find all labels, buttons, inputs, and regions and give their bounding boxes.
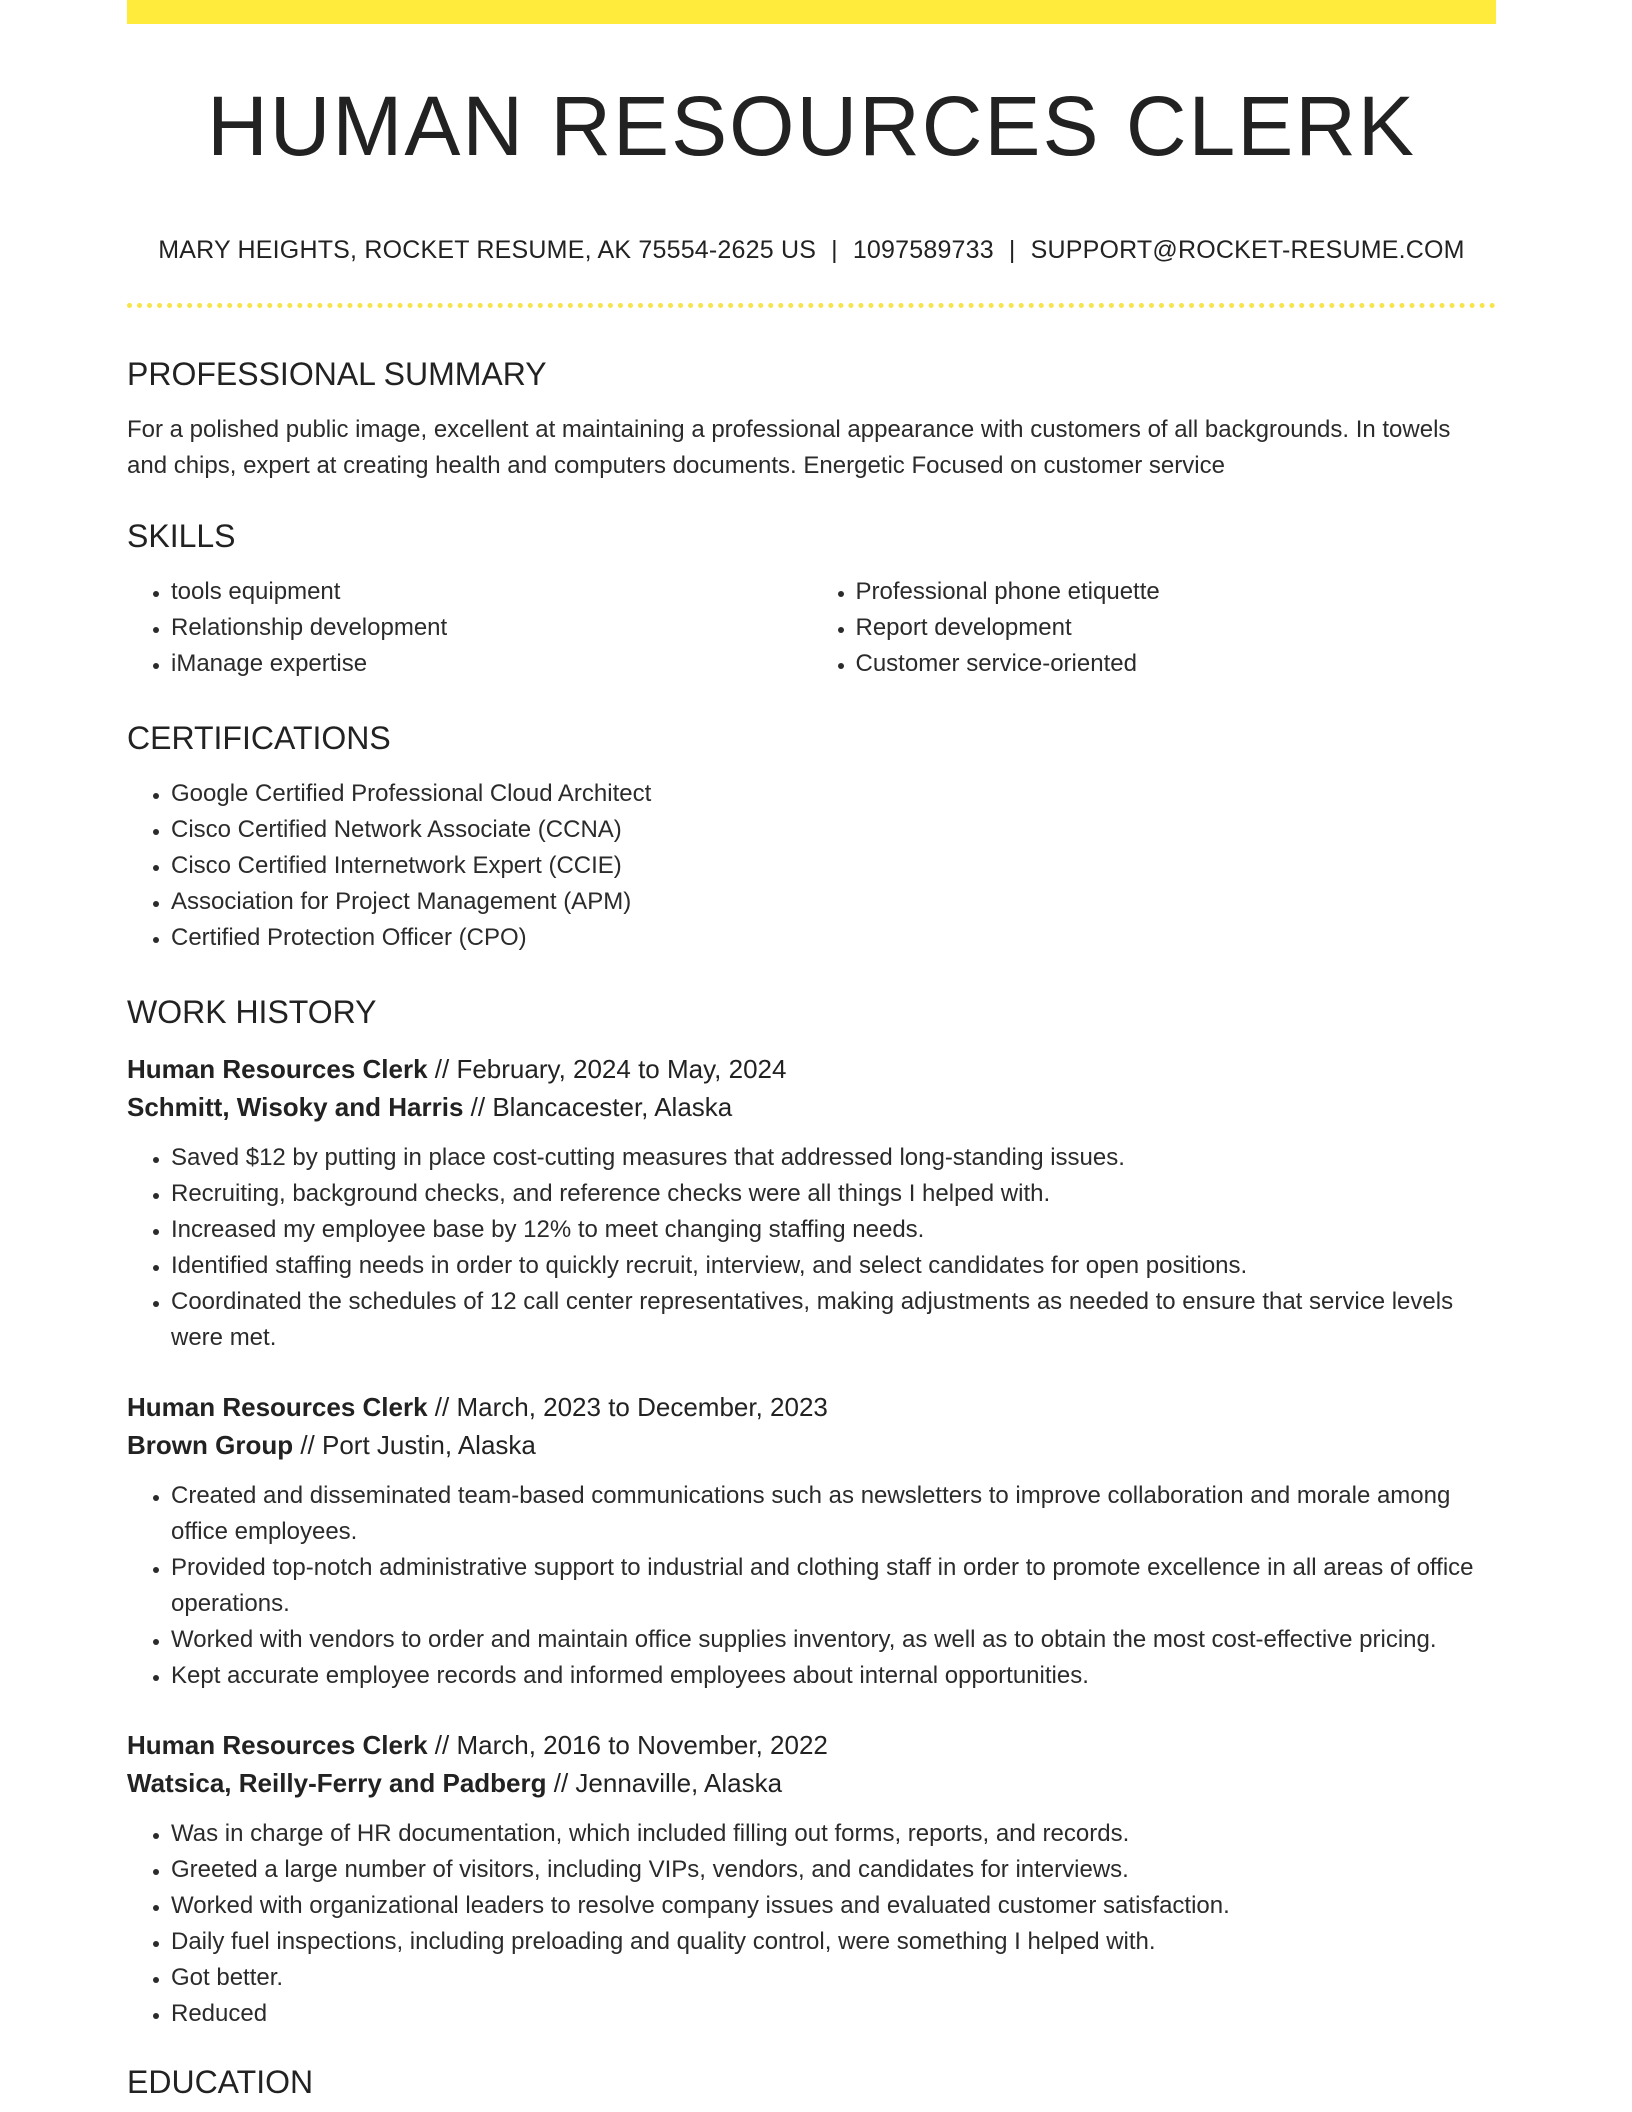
section-heading-skills: SKILLS xyxy=(127,518,236,554)
list-item: • Greeted a large number of visitors, including VIPs, vendors, and candidates for interviews. xyxy=(171,1852,1496,1888)
contact-phone: 1097589733 xyxy=(852,236,994,264)
job-title: Human Resources Clerk xyxy=(127,1730,428,1760)
job-company: Schmitt, Wisoky and Harris xyxy=(127,1092,464,1122)
dotted-divider xyxy=(127,303,1496,308)
section-heading-summary: PROFESSIONAL SUMMARY xyxy=(127,356,547,392)
list-item: • Cisco Certified Network Associate (CCNA) xyxy=(171,812,1496,848)
job-title-line xyxy=(127,1050,1496,1088)
resume-page xyxy=(127,0,1496,2098)
list-item: • Customer service-oriented xyxy=(856,646,1497,682)
job-bullets xyxy=(127,1478,1496,1694)
resume-title: HUMAN RESOURCES CLERK xyxy=(207,79,1416,173)
job-title-line xyxy=(127,1388,1496,1426)
job-title: Human Resources Clerk xyxy=(127,1054,428,1084)
job-title-line xyxy=(127,1726,1496,1764)
job-entry xyxy=(127,1726,1496,2032)
skills-columns xyxy=(127,574,1496,682)
job-dates: // March, 2016 to November, 2022 xyxy=(427,1730,828,1760)
skills-list-right xyxy=(812,574,1497,682)
job-company-line xyxy=(127,1764,1496,1802)
list-item: • Created and disseminated team-based communications such as newsletters to improve collaboration and morale among office employees. xyxy=(171,1478,1496,1550)
certifications-list xyxy=(127,776,1496,956)
list-item: • iManage expertise xyxy=(171,646,812,682)
job-dates: // February, 2024 to May, 2024 xyxy=(427,1054,787,1084)
job-company-line xyxy=(127,1088,1496,1126)
job-location: // Port Justin, Alaska xyxy=(293,1430,536,1460)
job-location: // Blancacester, Alaska xyxy=(463,1092,733,1122)
list-item: • Increased my employee base by 12% to meet changing staffing needs. xyxy=(171,1212,1496,1248)
contact-line xyxy=(127,236,1496,265)
job-entry xyxy=(127,1388,1496,1694)
contact-email: SUPPORT@ROCKET-RESUME.COM xyxy=(1030,236,1465,264)
job-dates: // March, 2023 to December, 2023 xyxy=(427,1392,828,1422)
job-company: Brown Group xyxy=(127,1430,294,1460)
list-item: • Worked with organizational leaders to resolve company issues and evaluated customer satisfaction. xyxy=(171,1888,1496,1924)
list-item: • Daily fuel inspections, including preloading and quality control, were something I helped with. xyxy=(171,1924,1496,1960)
list-item: • Coordinated the schedules of 12 call center representatives, making adjustments as needed to ensure that service levels were met. xyxy=(171,1284,1496,1356)
list-item: • tools equipment xyxy=(171,574,812,610)
list-item: • Recruiting, background checks, and reference checks were all things I helped with. xyxy=(171,1176,1496,1212)
list-item: • Worked with vendors to order and maintain office supplies inventory, as well as to obtain the most cost-effective pricing. xyxy=(171,1622,1496,1658)
list-item: • Association for Project Management (APM) xyxy=(171,884,1496,920)
section-heading-work-history: WORK HISTORY xyxy=(127,994,377,1030)
contact-separator: | xyxy=(831,236,838,264)
list-item: • Google Certified Professional Cloud Architect xyxy=(171,776,1496,812)
summary-text: For a polished public image, excellent at maintaining a professional appearance with customers of all backgrounds. In towels and chips, expert at creating health and computers documents. Energetic Focused on customer service xyxy=(127,416,1451,479)
job-entry xyxy=(127,1050,1496,1356)
list-item: • Identified staffing needs in order to quickly recruit, interview, and select candidates for open positions. xyxy=(171,1248,1496,1284)
list-item: • Cisco Certified Internetwork Expert (CCIE) xyxy=(171,848,1496,884)
skills-section xyxy=(127,520,1496,682)
job-company: Watsica, Reilly-Ferry and Padberg xyxy=(127,1768,547,1798)
contact-separator: | xyxy=(1008,236,1016,264)
list-item: • Saved $12 by putting in place cost-cutting measures that addressed long-standing issues. xyxy=(171,1140,1496,1176)
list-item: • Professional phone etiquette xyxy=(856,574,1497,610)
skills-list-left xyxy=(127,574,812,682)
job-bullets xyxy=(127,1140,1496,1356)
job-bullets xyxy=(127,1816,1496,2032)
job-location: // Jennaville, Alaska xyxy=(546,1768,783,1798)
work-history-section xyxy=(127,996,1496,2032)
section-heading-certifications: CERTIFICATIONS xyxy=(127,720,391,756)
list-item: • Certified Protection Officer (CPO) xyxy=(171,920,1496,956)
list-item: • Was in charge of HR documentation, which included filling out forms, reports, and records. xyxy=(171,1816,1496,1852)
job-company-line xyxy=(127,1426,1496,1464)
list-item: • Report development xyxy=(856,610,1497,646)
contact-address: MARY HEIGHTS, ROCKET RESUME, AK 75554-2625 US xyxy=(158,236,817,264)
accent-bar xyxy=(127,0,1496,24)
list-item: • Reduced xyxy=(171,1996,1496,2032)
education-section xyxy=(127,2066,1496,2098)
list-item: • Relationship development xyxy=(171,610,812,646)
summary-section xyxy=(127,358,1496,484)
list-item: • Provided top-notch administrative support to industrial and clothing staff in order to promote excellence in all areas of office operations. xyxy=(171,1550,1496,1622)
certifications-section xyxy=(127,722,1496,956)
job-title: Human Resources Clerk xyxy=(127,1392,428,1422)
section-heading-education: EDUCATION xyxy=(127,2064,314,2100)
list-item: • Kept accurate employee records and informed employees about internal opportunities. xyxy=(171,1658,1496,1694)
list-item: • Got better. xyxy=(171,1960,1496,1996)
